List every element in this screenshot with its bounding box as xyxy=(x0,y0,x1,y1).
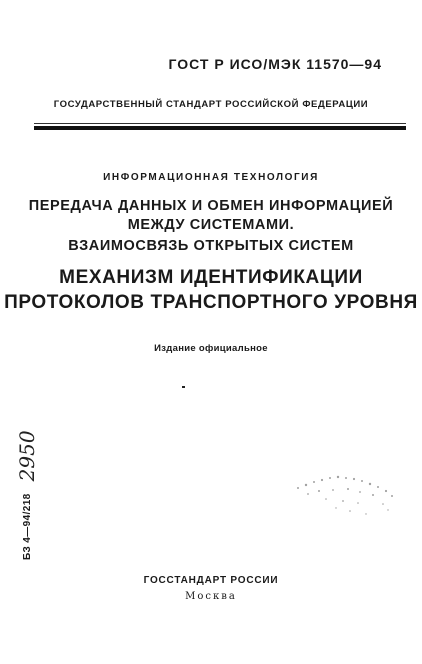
title-line-3: ВЗАИМОСВЯЗЬ ОТКРЫТЫХ СИСТЕМ xyxy=(68,238,354,254)
header-rule-thin xyxy=(34,123,406,124)
title-line-2: МЕЖДУ СИСТЕМАМИ. xyxy=(127,217,295,233)
publication-city: Москва xyxy=(185,591,237,602)
edition-label: Издание официальное xyxy=(154,343,268,354)
publisher-name: ГОССТАНДАРТ РОССИИ xyxy=(143,575,279,586)
side-margin-annotation xyxy=(12,390,42,560)
faded-stamp xyxy=(288,466,398,522)
title-line-1: ПЕРЕДАЧА ДАННЫХ И ОБМЕН ИНФОРМАЦИЕЙ xyxy=(28,198,394,214)
header-rule-thick xyxy=(34,126,406,130)
title-line-5: ПРОТОКОЛОВ ТРАНСПОРТНОГО УРОВНЯ xyxy=(4,292,418,313)
print-speck xyxy=(182,386,185,388)
handwritten-number: 2950 xyxy=(15,430,39,482)
gost-number: ГОСТ Р ИСО/МЭК 11570—94 xyxy=(168,56,382,72)
catalog-code: БЗ 4—94/218 xyxy=(21,493,33,560)
standard-type-heading: ГОСУДАРСТВЕННЫЙ СТАНДАРТ РОССИЙСКОЙ ФЕДЕРАЦИИ xyxy=(53,99,369,110)
title-line-4: МЕХАНИЗМ ИДЕНТИФИКАЦИИ xyxy=(59,267,363,288)
subject-heading: ИНФОРМАЦИОННАЯ ТЕХНОЛОГИЯ xyxy=(103,172,319,183)
